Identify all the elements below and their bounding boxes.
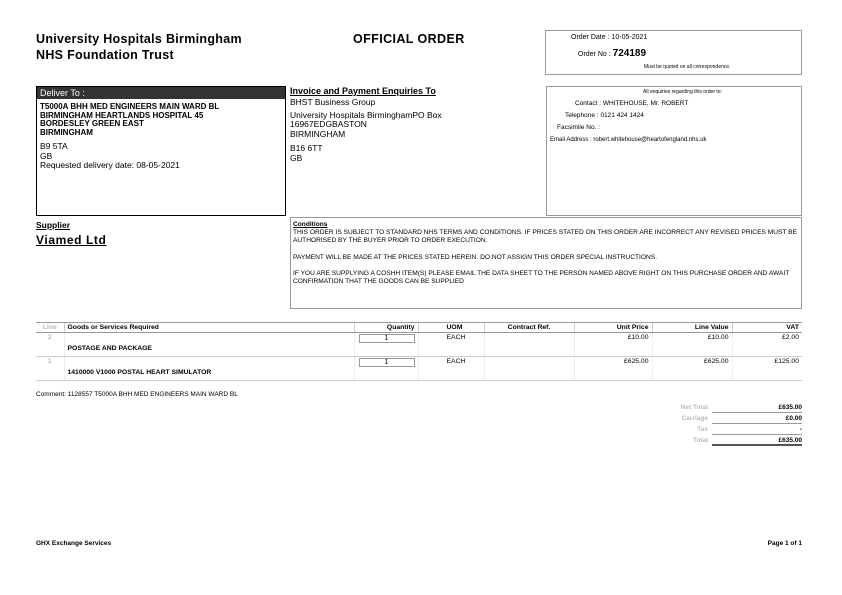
row-quantity-cell [354, 333, 418, 357]
order-info-box [545, 30, 802, 75]
contact-box [546, 86, 802, 216]
tax-row [640, 424, 802, 435]
order-comment: Comment: 1128557 T5000A BHH MED ENGINEERS MAIN WARD BL [36, 391, 238, 398]
order-number-value: 724189 [612, 48, 647, 59]
order-note: Must be quoted on all correspondence. [644, 64, 731, 70]
row-goods [64, 357, 354, 381]
table-row [36, 357, 802, 381]
row-goods-text: POSTAGE AND PACKAGE [67, 345, 152, 352]
order-date-value: 10-05-2021 [611, 34, 648, 41]
table-header-row [36, 323, 802, 333]
row-uom: EACH [418, 333, 484, 357]
invoice-line: 16967EDGBASTON [290, 119, 367, 129]
row-goods-text: 1410000 V1000 POSTAL HEART SIMULATOR [67, 369, 212, 376]
invoice-box [290, 86, 546, 216]
invoice-line: University Hospitals BirminghamPO Box [290, 110, 442, 120]
invoice-heading: Invoice and Payment Enquiries To [290, 86, 436, 96]
page-number: Page 1 of 1 [767, 540, 802, 547]
col-unit-price: Unit Price [574, 323, 652, 333]
deliver-postcode: B9 5TA [40, 141, 68, 151]
carriage-value: £0.00 [712, 414, 802, 424]
order-date [571, 34, 647, 41]
row-line-value: £625.00 [652, 357, 732, 381]
trust-name-line2: NHS Foundation Trust [36, 48, 174, 62]
row-unit-price: £625.00 [574, 357, 652, 381]
deliver-address-line: T5000A BHH MED ENGINEERS MAIN WARD BL [40, 102, 220, 111]
contact-value: WHITEHOUSE, Mr. ROBERT [602, 100, 689, 107]
trust-name [36, 31, 242, 63]
row-quantity-cell [354, 357, 418, 381]
row-unit-price: £10.00 [574, 333, 652, 357]
row-quantity: 1 [359, 358, 415, 367]
grand-total-value: £635.00 [712, 436, 802, 446]
grand-total-row [640, 435, 802, 446]
contact-person [575, 100, 688, 107]
conditions-paragraph: PAYMENT WILL BE MADE AT THE PRICES STATED HEREIN. DO NOT ASSIGN THIS ORDER SPECIAL INSTRUCTIONS. [293, 253, 657, 261]
email-label: Email Address : [550, 137, 592, 143]
row-quantity: 1 [359, 334, 415, 343]
grand-total-label: Total [692, 437, 708, 444]
invoice-country: GB [290, 153, 303, 163]
invoice-body [290, 97, 546, 163]
footer-provider: GHX Exchange Services [36, 540, 112, 547]
contact-facsimile [557, 124, 600, 131]
row-line: 2 [36, 333, 64, 357]
requested-delivery-date: Requested delivery date: 08-05-2021 [40, 160, 180, 170]
deliver-to-heading: Deliver To : [37, 87, 285, 99]
row-vat: £2.00 [732, 333, 802, 357]
col-contract-ref: Contract Ref. [484, 323, 574, 333]
row-goods [64, 333, 354, 357]
trust-name-line1: University Hospitals Birmingham [36, 32, 242, 46]
tax-value: - [712, 425, 802, 435]
order-lines-table [36, 322, 802, 381]
invoice-postcode: B16 6TT [290, 143, 323, 153]
col-uom: UOM [418, 323, 484, 333]
email-value[interactable]: robert.whitehouse@heartofengland.nhs.uk [593, 137, 707, 143]
row-contract-ref [484, 333, 574, 357]
row-line: 1 [36, 357, 64, 381]
document-title: OFFICIAL ORDER [353, 32, 465, 46]
col-quantity: Quantity [354, 323, 418, 333]
supplier-label: Supplier [36, 220, 71, 230]
row-uom: EACH [418, 357, 484, 381]
contact-telephone [565, 112, 644, 119]
order-date-label: Order Date : [571, 34, 610, 41]
order-number-label: Order No : [578, 51, 611, 58]
contact-heading: All enquiries regarding this order to: [643, 89, 722, 95]
row-vat: £125.00 [732, 357, 802, 381]
deliver-country: GB [40, 150, 53, 161]
telephone-label: Telephone : [565, 112, 599, 119]
carriage-label: Carriage [681, 415, 708, 422]
net-total-row [640, 402, 802, 413]
deliver-to-box [36, 86, 286, 216]
supplier-name: Viamed Ltd [36, 233, 107, 247]
deliver-address-line: BORDESLEY GREEN EAST [40, 119, 144, 128]
conditions-heading: Conditions [293, 221, 328, 228]
net-total-value: £635.00 [712, 403, 802, 413]
deliver-address-line: BIRMINGHAM [40, 127, 93, 137]
table-row [36, 333, 802, 357]
row-contract-ref [484, 357, 574, 381]
contact-email [550, 137, 707, 143]
contact-label: Contact : [575, 100, 602, 107]
col-vat: VAT [732, 323, 802, 333]
invoice-line: BHST Business Group [290, 97, 376, 107]
carriage-row [640, 413, 802, 424]
conditions-box [290, 217, 802, 309]
totals-block [640, 402, 802, 446]
net-total-label: Net Total [680, 404, 708, 411]
conditions-paragraph: IF YOU ARE SUPPLYING A COSHH ITEM(S) PLEASE EMAIL THE DATA SHEET TO THE PERSON NAMED ABOVE RIGHT ON THIS PURCHASE ORDER AND AWAIT CONFIRMATION THAT THE GOODS CAN BE SUPPLIED [293, 269, 790, 286]
col-goods: Goods or Services Required [64, 323, 354, 333]
deliver-address-line: BIRMINGHAM HEARTLANDS HOSPITAL 45 [40, 110, 204, 120]
invoice-line: BIRMINGHAM [290, 129, 346, 139]
telephone-value: 0121 424 1424 [600, 112, 644, 119]
facsimile-label: Facsimile No. : [557, 124, 600, 131]
conditions-paragraph: THIS ORDER IS SUBJECT TO STANDARD NHS TERMS AND CONDITIONS. IF PRICES STATED ON THIS ORDER ARE INCORRECT ANY REVISED PRICES MUST BE AUTHORISED BY THE BUYER PRIOR TO ORDER EXECUTION. [293, 229, 797, 245]
col-line: Line [36, 323, 64, 333]
row-line-value: £10.00 [652, 333, 732, 357]
tax-label: Tax [697, 426, 708, 433]
col-line-value: Line Value [652, 323, 732, 333]
order-number [578, 48, 646, 59]
deliver-to-body [37, 99, 285, 175]
